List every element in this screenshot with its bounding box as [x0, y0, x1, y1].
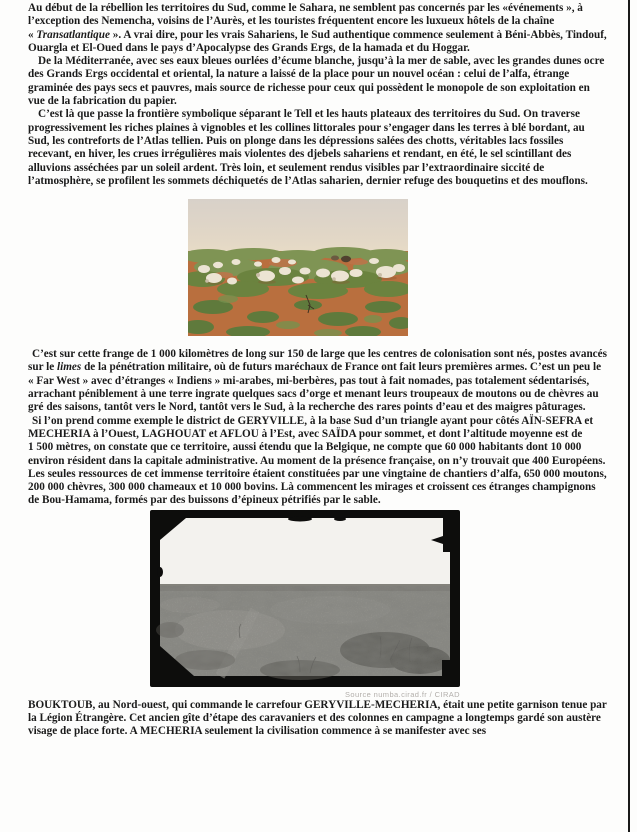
paragraph-geryville: Si l’on prend comme exemple le district de GERYVILLE, à la base Sud d’un triangle ayant pour côtés AÏN-SEFRA et MECHERIA à l’Ouest, LAGHOUAT et AFLOU à l’Est, avec SAÏDA pour sommet, et dont l’altitude moyenne est de 1 500 mètres, on constate que ce territoire, aussi étendu que la Belgique, ne compte que 60 000 habitants dont 10 000 environ résident dans la capitale administrative. Au moment de la présence française, on n’y trouvait que 400 Européens. Les seules ressources de cet immense territoire étaient constituées par une vingtaine de chantiers d’alfa, 650 000 moutons, 200 000 chèvres, 300 000 chameaux et 10 000 bovins. Là commencent les mirages et croissent ces étranges champignons de Bou-Hamama, formés par des buissons d’épineux pétrifiés par le sable.: [28, 414, 607, 507]
paragraph-frontiere-tell: C’est là que passe la frontière symbolique séparant le Tell et les hauts plateaux des territoires du Sud. On traverse progressivement les riches plaines à vignobles et les collines littorales pour s’engager dans les terres à blé bordant, au Sud, les contreforts de l’Atlas tellien. Puis on plonge dans les dépressions salées des chotts, véritables lacs fossiles recevant, en hiver, les crues irrégulières mais violentes des djebels sahariens et rendant, en été, le sel scintillant des alluvions asséchées par un soleil ardent. Très loin, et seulement rendus visibles par l’extraordinaire siccité de l’atmosphère, se profilent les sommets déchiquetés de l’Atlas saharien, dernier refuge des bouquetins et des mouflons.: [28, 108, 588, 187]
figure-sheep-photo: [188, 199, 408, 336]
paragraph-far-west: C’est sur cette frange de 1 000 kilomètres de long sur 150 de large que les centres de colonisation sont nés, postes avancés sur le limes de la pénétration militaire, où de futurs maréchaux de France ont fait leurs premières armes. C’est un peu le « Far West » avec d’étranges « Indiens » mi-arabes, mi-berbères, pas tout à fait nomades, pas totalement sédentarisés, arrachant péniblement à une terre ingrate quelques sacs d’orge et menant leurs troupeaux de moutons ou de chèvres au gré des saisons, tantôt vers le Nord, tantôt vers le Sud, à la recherche des rares points d’eau et des maigres pâturages.: [28, 348, 607, 414]
figure-steppe-photo: [150, 510, 460, 699]
sheep-photo-illustration: [188, 199, 408, 336]
page-edge-line: [628, 0, 630, 832]
steppe-photo-illustration: [150, 510, 460, 687]
paragraph-bouktoub: BOUKTOUB, au Nord-ouest, qui commande le carrefour GERYVILLE-MECHERIA, était une petite garnison tenue par la Légion Étrangère. Cet ancien gîte d’étape des caravaniers et des colonnes en campagne a longtemps gardé son austère visage de place forte. A MECHERIA seulement la civilisation commence à se manifester avec ses: [28, 698, 607, 738]
document-content: [28, 2, 609, 739]
photo-credit-caption: Source numba.cirad.fr / CIRAD: [345, 689, 460, 699]
paragraph-rebellion-sud: Au début de la rébellion les territoires du Sud, comme le Sahara, ne semblent pas concernés par les «événements », à l’exception des Nemencha, voisins de l’Aurès, et les touristes fréquentent encore les luxueux hôtels de la chaîne « Transatlantique ». A vrai dire, pour les vrais Sahariens, le Sud authentique commence seulement à Béni-Abbès, Tindouf, Ouargla et El-Oued dans le pays d’Apocalypse des Grands Ergs, de la hamada et du Hoggar.: [28, 2, 607, 54]
paragraph-mediterranee: De la Méditerranée, avec ses eaux bleues ourlées d’écume blanche, jusqu’à la mer de sable, avec les grandes dunes ocre des Grands Ergs occidental et oriental, la nature a laissé de la place pour un nouvel océan : celui de l’alfa, étrange graminée des pays secs et pauvres, mais source de richesse pour ceux qui possèdent le monopole de son exploitation en vue de la fabrication du papier.: [28, 55, 605, 108]
